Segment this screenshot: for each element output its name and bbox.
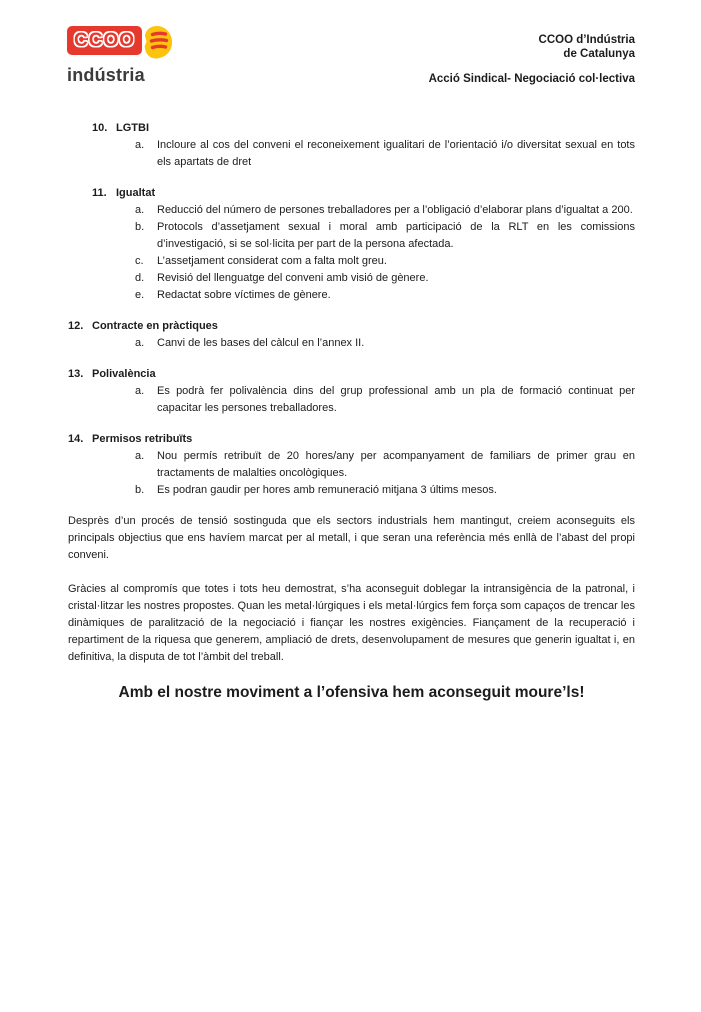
item-letter: d. bbox=[135, 272, 145, 284]
list-item bbox=[135, 482, 635, 499]
item-text: Canvi de les bases del càlcul en l’annex II. bbox=[157, 337, 365, 349]
section-items bbox=[68, 448, 635, 499]
list-item bbox=[135, 448, 635, 482]
item-letter: a. bbox=[135, 450, 145, 462]
numbered-section bbox=[68, 318, 635, 352]
item-letter: a. bbox=[135, 337, 145, 349]
item-text: L’assetjament considerat com a falta molt greu. bbox=[157, 255, 387, 267]
ccoo-industria-logo bbox=[67, 26, 173, 84]
section-items bbox=[68, 335, 635, 352]
item-letter: a. bbox=[135, 204, 145, 216]
list-item bbox=[135, 202, 635, 219]
document-content bbox=[68, 120, 635, 703]
section-title: Igualtat bbox=[116, 187, 156, 199]
item-text: Reducció del número de persones treballadores per a l’obligació d’elaborar plans d’igualtat a 200. bbox=[157, 204, 633, 216]
numbered-section bbox=[68, 366, 635, 417]
ccoo-logo-text: CCOO bbox=[74, 29, 135, 51]
paragraph: Desprès d’un procés de tensió sostinguda que els sectors industrials hem mantingut, creiem aconseguits els principals objectius que ens havíem marcat per al metall, i que seran una referència més enllà de l’abast del propi conveni. bbox=[68, 515, 635, 561]
item-text: Es podrà fer polivalència dins del grup professional amb un pla de formació continuat per capacitar les persones treballadores. bbox=[157, 385, 635, 414]
list-item bbox=[135, 219, 635, 253]
list-item bbox=[135, 270, 635, 287]
header-organization bbox=[539, 33, 635, 61]
paragraphs bbox=[68, 513, 635, 666]
section-items bbox=[68, 202, 635, 304]
senyera-flame-icon bbox=[144, 25, 173, 64]
item-letter: a. bbox=[135, 385, 145, 397]
section-heading bbox=[92, 120, 635, 137]
item-text: Protocols d’assetjament sexual i moral amb participació de la RLT en les comissions d’investigació, si se sol·licita per part de la persona afectada. bbox=[157, 221, 635, 250]
section-heading bbox=[68, 366, 635, 383]
section-heading bbox=[68, 318, 635, 335]
section-items bbox=[68, 137, 635, 171]
item-text: Incloure al cos del conveni el reconeixement igualitari de l’orientació i/o diversitat sexual en tots els apartats de dret bbox=[157, 139, 635, 168]
item-letter: b. bbox=[135, 221, 145, 233]
item-letter: a. bbox=[135, 139, 145, 151]
paragraph: Gràcies al compromís que totes i tots heu demostrat, s’ha aconseguit doblegar la intransigència de la patronal, i cristal·litzar les nostres propostes. Quan les metal·lúrgiques i els metal·lúrgics fem força som capaços de trencar les dinàmiques de paralització de la negociació i fiançar les nostres exigències. Fiançament de la recuperació i repartiment de la riquesa que generem, ampliació de drets, desenvolupament de mesures que generin igualtat i, en definitiva, la disputa de tot l’àmbit del treball. bbox=[68, 583, 635, 663]
logo-industria-text: indústria bbox=[67, 65, 145, 85]
logo-row bbox=[67, 26, 173, 64]
closing-line: Amb el nostre moviment a l’ofensiva hem aconseguit moure’ls! bbox=[118, 684, 585, 701]
section-title: Permisos retribuïts bbox=[92, 433, 193, 445]
numbered-section bbox=[68, 185, 635, 304]
item-text: Nou permís retribuït de 20 hores/any per acompanyament de familiars de primer grau en tractaments de malalties oncològiques. bbox=[157, 450, 635, 479]
section-title: Contracte en pràctiques bbox=[92, 320, 218, 332]
list-item bbox=[135, 383, 635, 417]
section-heading bbox=[68, 431, 635, 448]
item-text: Revisió del llenguatge del conveni amb visió de gènere. bbox=[157, 272, 429, 284]
item-letter: b. bbox=[135, 484, 145, 496]
header-department: Acció Sindical- Negociació col·lectiva bbox=[428, 73, 635, 85]
ccoo-logo-box bbox=[67, 26, 142, 55]
section-items bbox=[68, 383, 635, 417]
numbered-section bbox=[68, 120, 635, 171]
list-item bbox=[135, 253, 635, 270]
section-title: LGTBI bbox=[116, 122, 149, 134]
section-number: 11. bbox=[92, 187, 107, 199]
item-text: Es podran gaudir per hores amb remuneració mitjana 3 últims mesos. bbox=[157, 484, 497, 496]
sections bbox=[68, 120, 635, 499]
section-number: 12. bbox=[68, 320, 84, 332]
header-org-line1: CCOO d’Indústria bbox=[538, 34, 635, 46]
item-letter: c. bbox=[135, 255, 144, 267]
header-org-line2: de Catalunya bbox=[563, 48, 635, 60]
list-item bbox=[135, 335, 635, 352]
section-title: Polivalència bbox=[92, 368, 156, 380]
item-text: Redactat sobre víctimes de gènere. bbox=[157, 289, 331, 301]
section-number: 14. bbox=[68, 433, 84, 445]
section-heading bbox=[92, 185, 635, 202]
section-number: 10. bbox=[92, 122, 108, 134]
numbered-section bbox=[68, 431, 635, 499]
list-item bbox=[135, 287, 635, 304]
list-item bbox=[135, 137, 635, 171]
item-letter: e. bbox=[135, 289, 145, 301]
section-number: 13. bbox=[68, 368, 84, 380]
